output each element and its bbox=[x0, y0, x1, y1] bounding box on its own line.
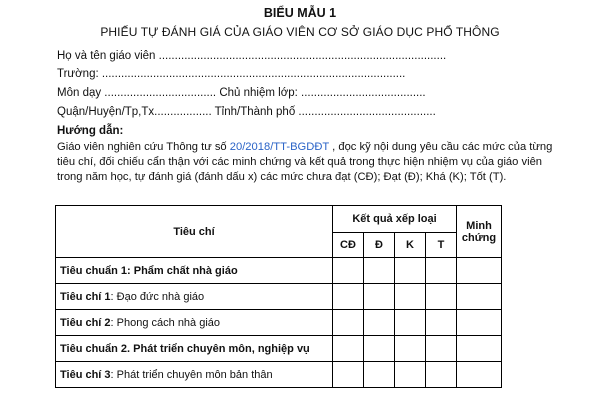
mark-cell[interactable] bbox=[395, 284, 426, 310]
evidence-cell[interactable] bbox=[457, 310, 502, 336]
guide-text-end: , đọc kỹ nội dung yêu cầu các mức của từng tiêu chí, đối chiếu cẩn thận với các minh chứng và kết quả trong thực hiện nhiệm vụ của giáo viên trong năm học, tự đánh giá (đánh dấu x) các mức chưa đạt (CĐ); Đạt (Đ); Khá (K); Tốt (T). bbox=[57, 141, 553, 183]
mark-cell[interactable] bbox=[364, 310, 395, 336]
table-row bbox=[56, 336, 502, 362]
mark-cell[interactable] bbox=[364, 258, 395, 284]
mark-cell[interactable] bbox=[426, 336, 457, 362]
form-subtitle: PHIẾU TỰ ĐÁNH GIÁ CỦA GIÁO VIÊN CƠ SỞ GIÁO DỤC PHỔ THÔNG bbox=[100, 25, 500, 39]
mark-cell[interactable] bbox=[395, 310, 426, 336]
guide-paragraph bbox=[57, 140, 562, 185]
mark-cell[interactable] bbox=[333, 310, 364, 336]
standard-1-label: Tiêu chuẩn 1: Phẩm chất nhà giáo bbox=[56, 258, 333, 284]
mark-cell[interactable] bbox=[364, 362, 395, 388]
mark-cell[interactable] bbox=[426, 310, 457, 336]
mark-cell[interactable] bbox=[395, 362, 426, 388]
mark-cell[interactable] bbox=[395, 258, 426, 284]
district-field: Quận/Huyện/Tp,Tx.................. Tỉnh/Thành phố ........................................... bbox=[57, 106, 436, 118]
mark-cell[interactable] bbox=[333, 258, 364, 284]
mark-header-cd: CĐ bbox=[333, 233, 364, 258]
criterion-1-cell bbox=[56, 284, 333, 310]
table-row bbox=[56, 284, 502, 310]
evidence-cell[interactable] bbox=[457, 258, 502, 284]
criterion-3-text: : Phát triển chuyên môn bản thân bbox=[110, 368, 273, 381]
result-header: Kết quả xếp loại bbox=[333, 206, 457, 233]
criterion-1-text: : Đạo đức nhà giáo bbox=[110, 290, 205, 303]
criteria-header: Tiêu chí bbox=[56, 206, 333, 258]
table-row bbox=[56, 310, 502, 336]
subject-field: Môn dạy ................................... Chủ nhiệm lớp: ....................................... bbox=[57, 87, 426, 99]
standard-2-label: Tiêu chuẩn 2. Phát triển chuyên môn, nghiệp vụ bbox=[56, 336, 333, 362]
criterion-3-label: Tiêu chí 3 bbox=[60, 368, 111, 381]
mark-cell[interactable] bbox=[395, 336, 426, 362]
form-title: BIỂU MẪU 1 bbox=[263, 6, 337, 20]
evidence-cell[interactable] bbox=[457, 284, 502, 310]
table-row bbox=[56, 362, 502, 388]
mark-header-k: K bbox=[395, 233, 426, 258]
mark-cell[interactable] bbox=[333, 336, 364, 362]
mark-cell[interactable] bbox=[364, 284, 395, 310]
criterion-2-text: : Phong cách nhà giáo bbox=[110, 316, 221, 329]
criterion-3-cell bbox=[56, 362, 333, 388]
mark-header-t: T bbox=[426, 233, 457, 258]
guide-text-start: Giáo viên nghiên cứu Thông tư số bbox=[57, 141, 230, 153]
mark-cell[interactable] bbox=[426, 362, 457, 388]
table-row bbox=[56, 258, 502, 284]
mark-cell[interactable] bbox=[333, 284, 364, 310]
evidence-cell[interactable] bbox=[457, 362, 502, 388]
evidence-header: Minh chứng bbox=[457, 206, 502, 258]
criterion-2-label: Tiêu chí 2 bbox=[60, 316, 111, 329]
evidence-cell[interactable] bbox=[457, 336, 502, 362]
school-field: Trường: ............................................................................................... bbox=[57, 68, 406, 80]
mark-cell[interactable] bbox=[426, 258, 457, 284]
teacher-name-field: Họ và tên giáo viên .......................................................................................... bbox=[57, 50, 447, 62]
mark-cell[interactable] bbox=[426, 284, 457, 310]
evaluation-table bbox=[55, 205, 502, 388]
guide-heading: Hướng dẫn: bbox=[57, 125, 124, 137]
mark-cell[interactable] bbox=[333, 362, 364, 388]
mark-header-d: Đ bbox=[364, 233, 395, 258]
criterion-1-label: Tiêu chí 1 bbox=[60, 290, 111, 303]
criterion-2-cell bbox=[56, 310, 333, 336]
mark-cell[interactable] bbox=[364, 336, 395, 362]
circular-link[interactable]: 20/2018/TT-BGDĐT bbox=[229, 141, 330, 153]
